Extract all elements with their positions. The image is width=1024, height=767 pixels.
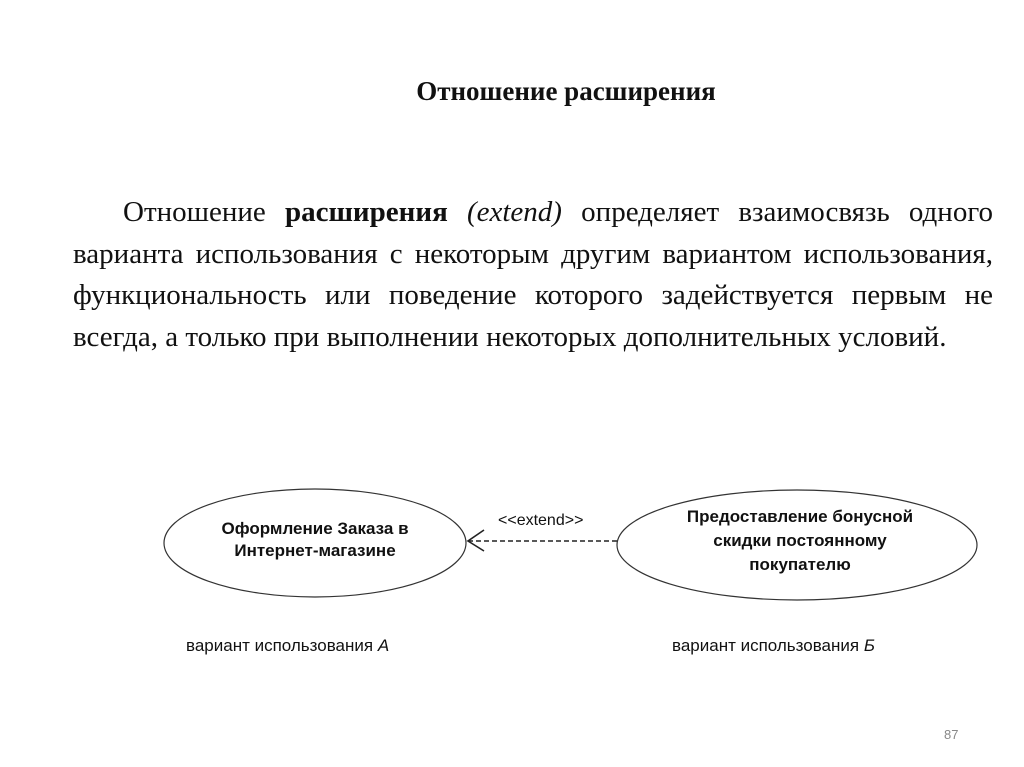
use-case-b-caption (672, 636, 875, 656)
paragraph-text-end: определяет взаимосвязь одного варианта использования с некоторым другим вариантом использования, функциональность или поведение которого задействуется первым не всегда, а только при выполнении некоторых дополнительных условий. (73, 196, 993, 353)
caption-b-letter: Б (863, 636, 875, 655)
slide-title: Отношение расширения (416, 76, 716, 106)
use-case-b-text (640, 505, 960, 577)
use-case-a-line1: Оформление Заказа в (221, 519, 409, 538)
paragraph-text-start: Отношение (123, 196, 285, 228)
use-case-a-caption (186, 636, 389, 656)
use-case-b-line2: скидки постоянному (713, 531, 887, 550)
use-case-a-line2: Интернет-магазине (234, 541, 396, 560)
use-case-b-line3: покупателю (749, 555, 851, 574)
use-case-b-line1: Предоставление бонусной (686, 507, 914, 526)
extend-stereotype-label: <<extend>> (498, 512, 584, 529)
paragraph-italic-term: (extend) (466, 196, 562, 228)
page-number: 87 (944, 727, 959, 742)
paragraph-bold-term: расширения (284, 196, 448, 228)
caption-a-letter: А (377, 636, 390, 655)
caption-a-prefix: вариант использования (186, 636, 378, 655)
use-case-a-text (180, 518, 450, 562)
caption-b-prefix: вариант использования (672, 636, 864, 655)
